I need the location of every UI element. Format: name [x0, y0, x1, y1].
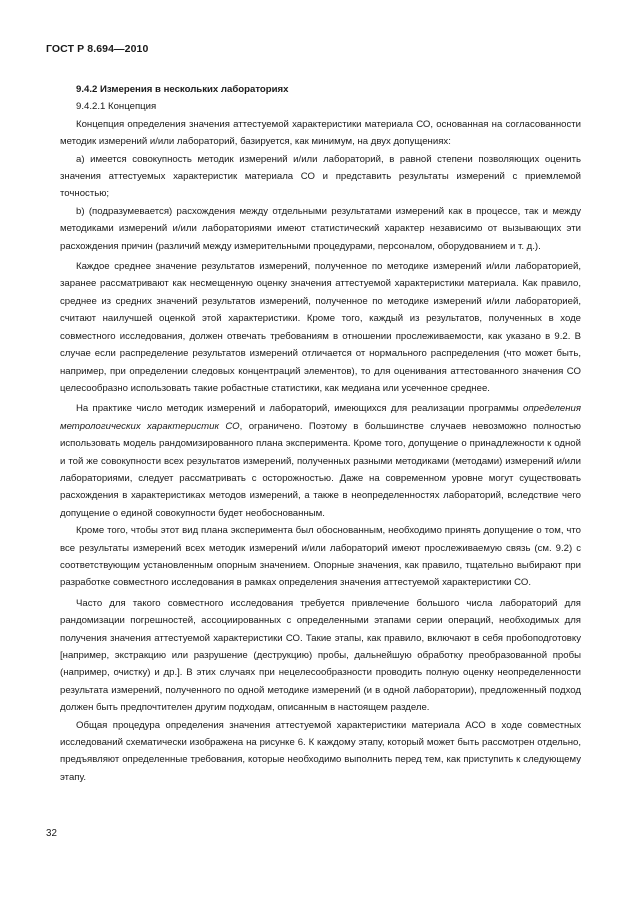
paragraph — [60, 400, 581, 522]
paragraph: Концепция определения значения аттестуемой характеристики материала СО, основанная на согласованности методик измерений и/или лабораторий, базируется, как минимум, на двух допущениях: — [60, 118, 581, 148]
paragraph-text: На практике число методик измерений и лабораторий, имеющихся для реализации программы — [76, 403, 524, 415]
emphasized-term: определения метрологических характеристик СО — [60, 403, 581, 432]
document-header: ГОСТ Р 8.694—2010 — [46, 43, 149, 55]
list-item-b: b) (подразумевается) расхождения между отдельными результатами измерений как в процессе, так и между методиками измерений и/или лабораториями имеют статистический характер независимо от вызывающих эти расхождения причин (различий между измерительными процедурами, персоналом, оборудованием и т. д.). — [60, 205, 581, 252]
page-number: 32 — [46, 828, 57, 839]
paragraph-text: , ограничено. Поэтому в большинстве случаев невозможно полностью использовать модель рандомизированного плана эксперимента. Кроме того, допущение о принадлежности к одной и той же совокупности всех результатов измерений, полученных разными методиками (методами) измерений и/или лабораториями, следует рассматривать с осторожностью. Даже на современном уровне могут существовать расхождения в характеристиках методов измерений, а также в неопределенностях лабораторий, вследствие чего допущение о единой совокупности будет необоснованным. — [60, 420, 582, 519]
section-body — [60, 81, 581, 786]
paragraph: Общая процедура определения значения аттестуемой характеристики материала АСО в ходе совместных исследований схематически изображена на рисунке 6. К каждому этапу, который может быть рассмотрен отдельно, предъявляют определенные требования, которые необходимо выполнить перед тем, как приступить к следующему этапу. — [60, 719, 581, 783]
paragraph: Каждое среднее значение результатов измерений, полученное по методике измерений и/или лабораторией, заранее рассматривают как несмещенную оценку значения аттестуемой характеристики материала. Как правило, среднее из средних значений результатов измерений, полученное по методике измерений и/или лабораторией, считают наилучшей оценкой этой характеристики. Кроме того, каждый из результатов, полученных в ходе совместного исследования, должен отвечать требованиям в отношении прослеживаемости, как указано в 9.2. В случае если распределение результатов измерений отличается от нормального распределения (что может быть, например, при определении следовых концентраций элементов), то для оценивания аттестованного значения СО целесообразно использовать такие робастные статистики, как медиана или усеченное среднее. — [60, 261, 581, 394]
list-item-a: а) имеется совокупность методик измерений и/или лабораторий, в равной степени позволяющих оценить значения аттестуемых характеристик материала СО и представить результаты измерений с приемлемой точностью; — [60, 153, 581, 200]
paragraph: Кроме того, чтобы этот вид плана эксперимента был обоснованным, необходимо принять допущение о том, что все результаты измерений всех методик измерений и/или лабораторий имеют прослеживаемую связь (см. 9.2) с соответствующим установленным опорным значением. Опорные значения, как правило, тщательно выбирают при разработке совместного исследования в рамках определения значения аттестуемой характеристики СО. — [60, 525, 581, 589]
subsection-heading: 9.4.2.1 Концепция — [76, 101, 157, 113]
section-heading: 9.4.2 Измерения в нескольких лабораториях — [76, 84, 289, 95]
paragraph: Часто для такого совместного исследования требуется привлечение большого числа лабораторий для рандомизации погрешностей, ассоциированных с определенными этапами серии операций, необходимых для получения значения аттестуемой характеристики СО. Такие этапы, как правило, включают в себя пробоподготовку [например, экстракцию или разрушение (деструкцию) пробы, дальнейшую обработку преобразованной пробы (например, очистку) и др.]. В этих случаях при нецелесообразности проводить полную оценку неопределенности результата измерений, полученного по одной методике измерений (и в одной лаборатории), предложенный подход должен быть предпочтителен другим подходам, описанным в настоящем разделе. — [60, 597, 581, 714]
